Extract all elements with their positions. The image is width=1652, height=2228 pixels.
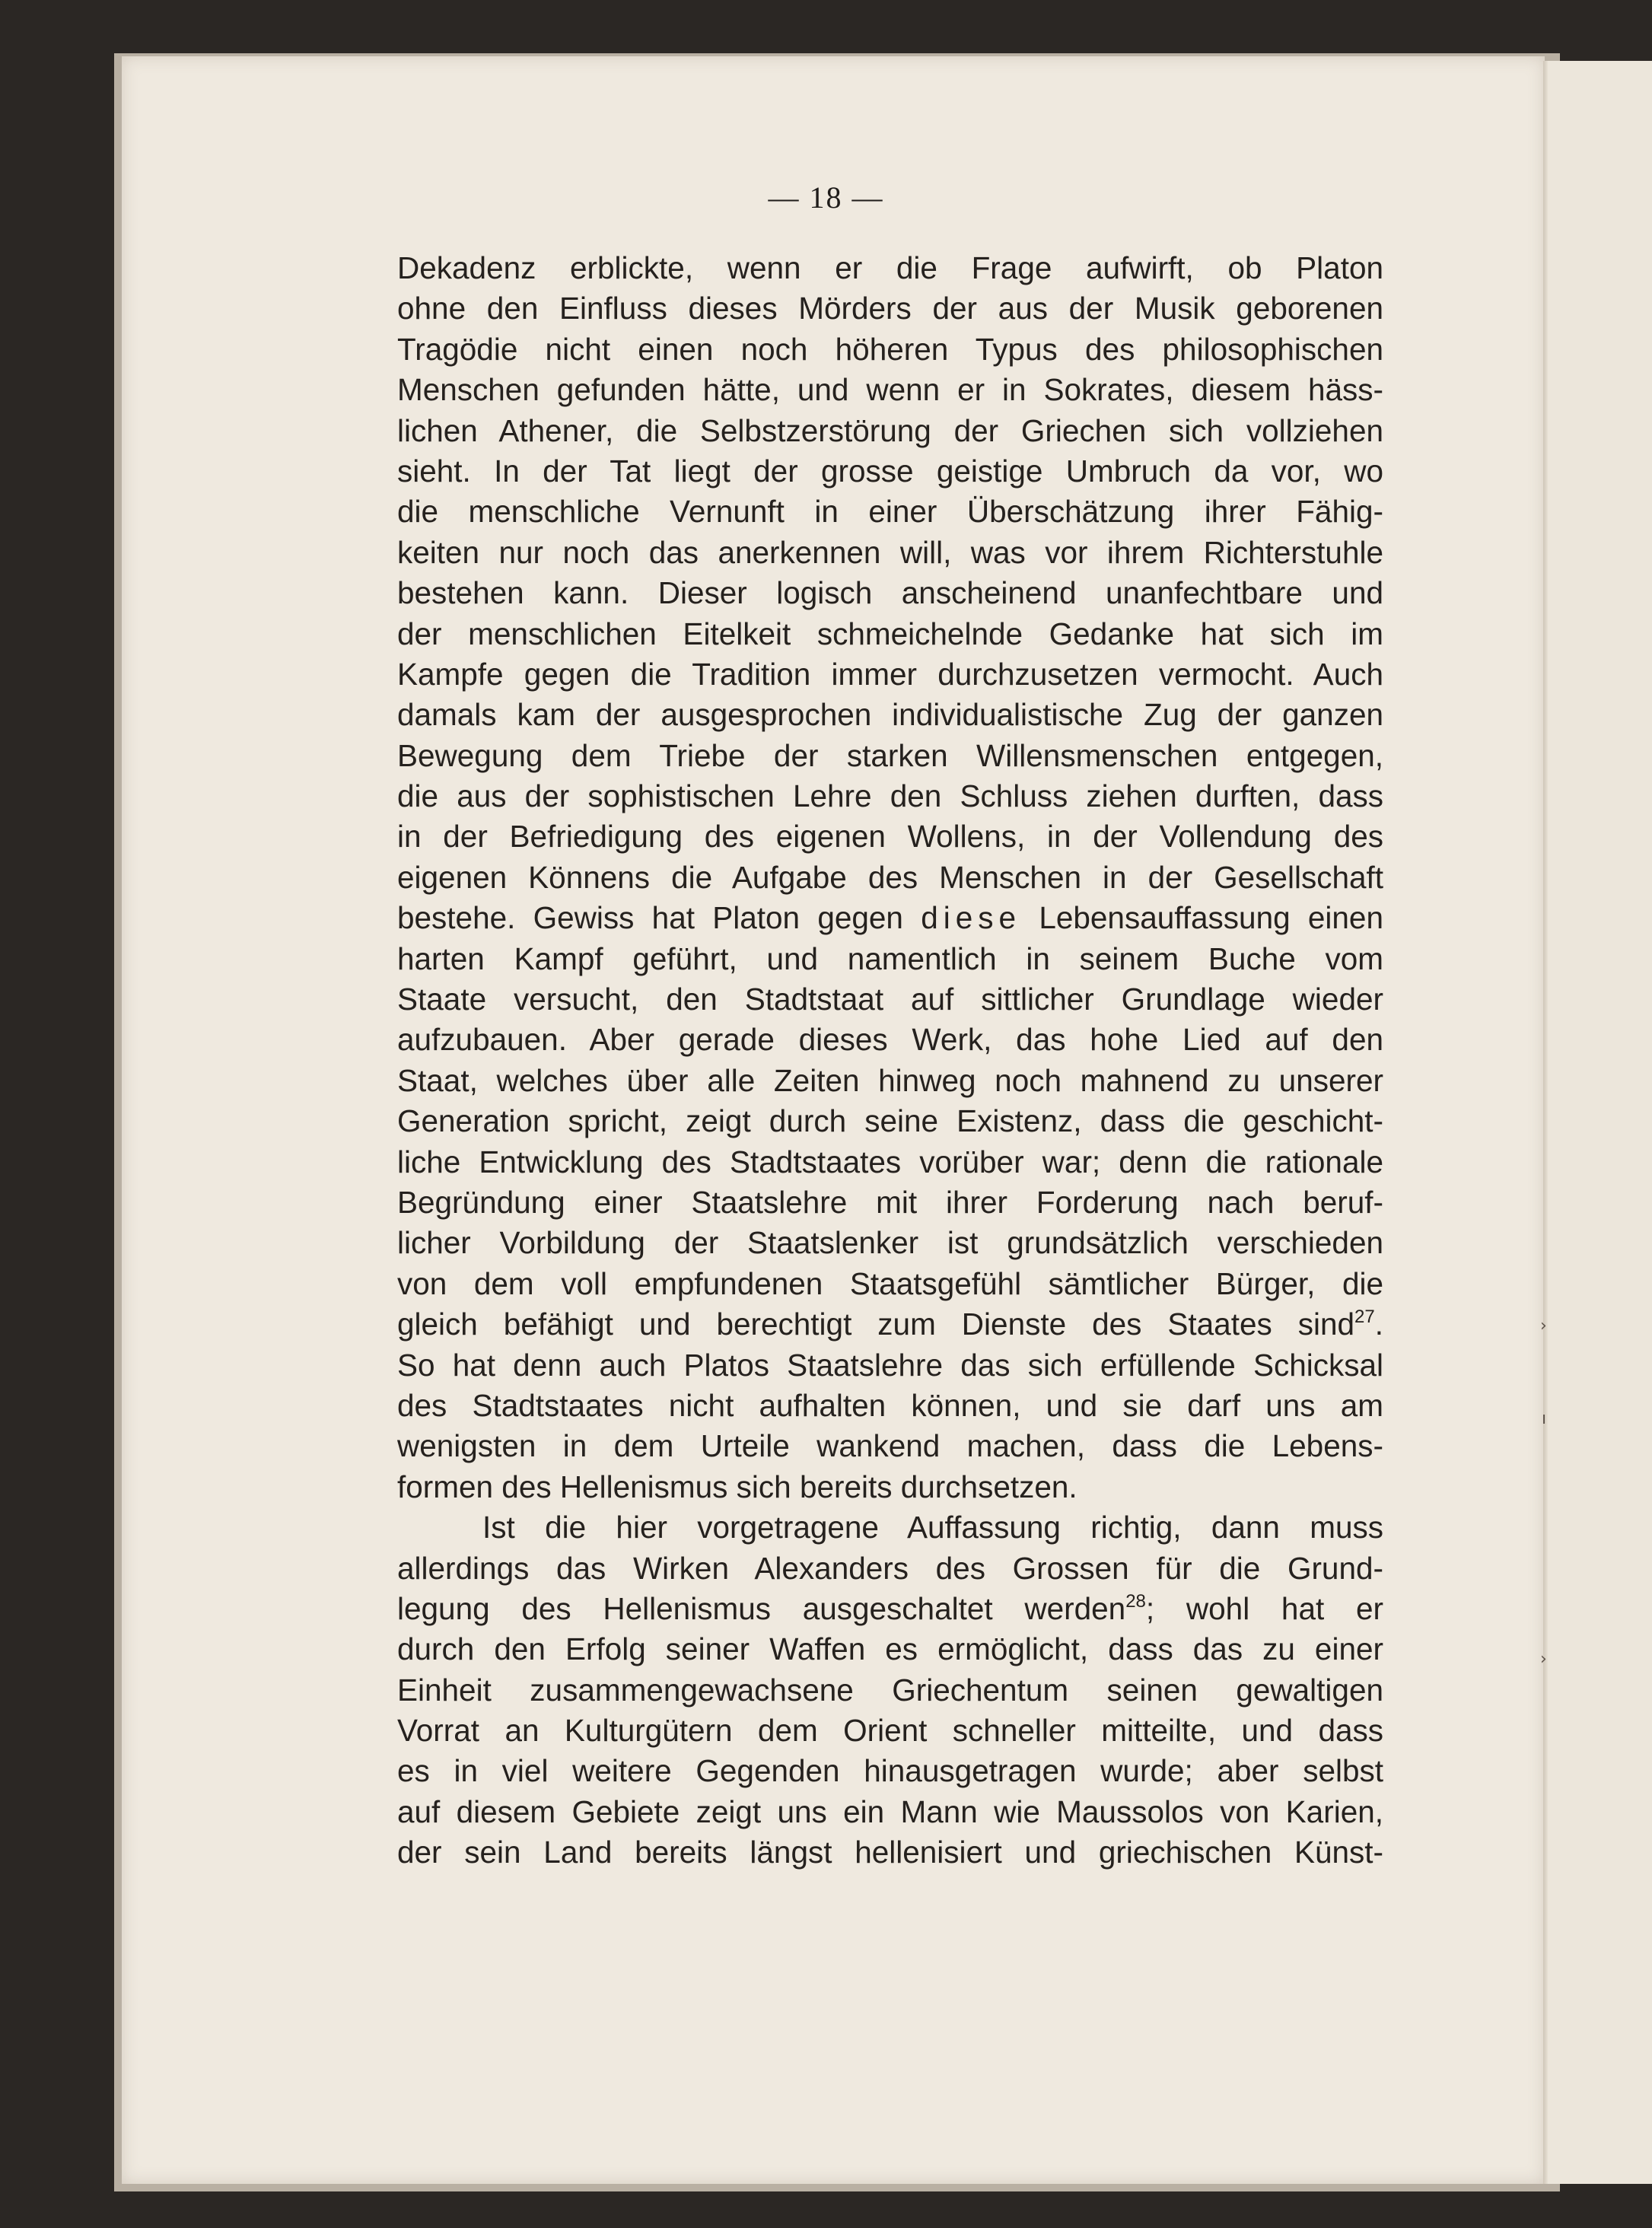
line-part: legung des Hellenismus ausgeschaltet werden — [397, 1590, 1126, 1626]
footnote-ref: 28 — [1125, 1590, 1146, 1612]
text-line: sieht. In der Tat liegt der grosse geistige Umbruch da vor, wo — [397, 453, 1383, 489]
text-line: Vorrat an Kulturgütern dem Orient schneller mitteilte, und dass — [397, 1713, 1383, 1749]
line-part: Lebensauffassung einen — [1039, 900, 1383, 936]
spaced-emphasis-word: diese — [921, 900, 1022, 936]
text-line: Staate versucht, den Stadtstaat auf sittlicher Grundlage wieder — [397, 982, 1383, 1017]
text-line: lichen Athener, die Selbstzerstörung der Griechen sich vollziehen — [397, 412, 1383, 448]
margin-mark: › — [1540, 1316, 1547, 1335]
text-line: licher Vorbildung der Staatslenker ist grundsätzlich verschieden — [397, 1225, 1383, 1261]
line-part: gleich befähigt und berechtigt zum Dienste des Staates sind — [397, 1307, 1355, 1342]
text-line: in der Befriedigung des eigenen Wollens, in der Vollendung des — [397, 819, 1383, 855]
line-part: bestehe. Gewiss hat Platon gegen — [397, 900, 903, 936]
line-part: . — [1374, 1307, 1383, 1342]
body-text — [397, 248, 1383, 1873]
text-line: eigenen Könnens die Aufgabe des Menschen in der Gesellschaft — [397, 859, 1383, 895]
text-line: durch den Erfolg seiner Waffen es ermöglicht, dass das zu einer — [397, 1631, 1383, 1667]
text-line-paragraph-start: Ist die hier vorgetragene Auffassung richtig, dann muss — [482, 1510, 1383, 1545]
text-line: harten Kampf geführt, und namentlich in seinem Buche vom — [397, 941, 1383, 976]
margin-mark: › — [1540, 1650, 1547, 1669]
text-line: Generation spricht, zeigt durch seine Existenz, dass die geschicht- — [397, 1103, 1383, 1139]
text-line: Kampfe gegen die Tradition immer durchzusetzen vermocht. Auch — [397, 656, 1383, 692]
text-line: damals kam der ausgesprochen individualistische Zug der ganzen — [397, 697, 1383, 733]
text-line: ohne den Einfluss dieses Mörders der aus der Musik geborenen — [397, 291, 1383, 326]
text-line: allerdings das Wirken Alexanders des Grossen für die Grund- — [397, 1550, 1383, 1586]
margin-mark: ı — [1542, 1409, 1547, 1428]
text-line: Begründung einer Staatslehre mit ihrer Forderung nach beruf- — [397, 1184, 1383, 1220]
text-line-emphasis — [397, 898, 1383, 938]
text-line: Tragödie nicht einen noch höheren Typus des philosophischen — [397, 331, 1383, 367]
text-line: So hat denn auch Platos Staatslehre das sich erfüllende Schicksal — [397, 1347, 1383, 1383]
text-line: bestehen kann. Dieser logisch anscheinend unanfechtbare und — [397, 575, 1383, 611]
text-line: Staat, welches über alle Zeiten hinweg noch mahnend zu unserer — [397, 1062, 1383, 1098]
facing-page-edge — [1548, 61, 1652, 2184]
text-line: Bewegung dem Triebe der starken Willensmenschen entgegen, — [397, 737, 1383, 773]
text-line: Menschen gefunden hätte, und wenn er in Sokrates, diesem häss- — [397, 372, 1383, 408]
footnote-ref: 27 — [1354, 1307, 1375, 1328]
text-line: liche Entwicklung des Stadtstaates vorüber war; denn die rationale — [397, 1144, 1383, 1179]
text-line-paragraph-end: formen des Hellenismus sich bereits durchsetzen. — [397, 1469, 1077, 1504]
text-line: der sein Land bereits längst hellenisiert und griechischen Künst- — [397, 1835, 1383, 1870]
text-line: des Stadtstaates nicht aufhalten können, und sie darf uns am — [397, 1387, 1383, 1423]
text-line: Dekadenz erblickte, wenn er die Frage aufwirft, ob Platon — [397, 250, 1383, 285]
text-line: der menschlichen Eitelkeit schmeichelnde Gedanke hat sich im — [397, 616, 1383, 651]
page-number: — 18 — — [768, 180, 884, 215]
text-line: die menschliche Vernunft in einer Überschätzung ihrer Fähig- — [397, 494, 1383, 530]
text-line: es in viel weitere Gegenden hinausgetragen wurde; aber selbst — [397, 1753, 1383, 1789]
line-part: ; wohl hat er — [1145, 1590, 1383, 1626]
text-line: Einheit zusammengewachsene Griechentum seinen gewaltigen — [397, 1672, 1383, 1708]
text-line-footnote — [397, 1589, 1383, 1629]
text-line-footnote — [397, 1304, 1383, 1345]
text-line: keiten nur noch das anerkennen will, was vor ihrem Richterstuhle — [397, 534, 1383, 570]
text-line: von dem voll empfundenen Staatsgefühl sämtlicher Bürger, die — [397, 1265, 1383, 1301]
text-line: auf diesem Gebiete zeigt uns ein Mann wie Maussolos von Karien, — [397, 1794, 1383, 1829]
text-line: die aus der sophistischen Lehre den Schluss ziehen durften, dass — [397, 778, 1383, 814]
text-line: wenigsten in dem Urteile wankend machen, dass die Lebens- — [397, 1428, 1383, 1464]
text-line: aufzubauen. Aber gerade dieses Werk, das hohe Lied auf den — [397, 1022, 1383, 1058]
